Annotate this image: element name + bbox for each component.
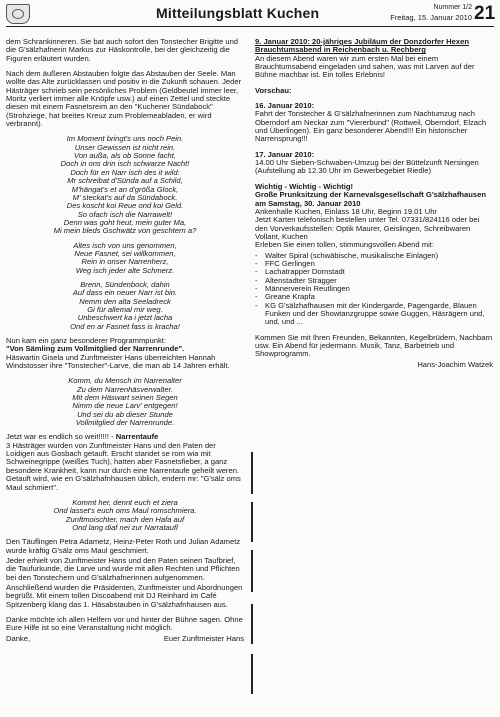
event-heading: Wichtig - Wichtig - Wichtig! <box>255 181 354 191</box>
list-item: - Greane Krapfa <box>255 293 493 301</box>
article-paragraph: Den Täuflingen Petra Adametz, Heinz-Peter Roth und Julian Adametz wurde kräftig G'sälz oms Maul geschmiert. <box>6 537 241 555</box>
event-prunksitzung <box>255 183 493 250</box>
poem-line: Nemm den alta Seeladreck <box>79 296 171 306</box>
article-paragraph: Nach dem äußeren Abstauben folgte das Abstauben der Seele. Man wollte das Alte zurücklassen und positiv in die Zukunft schauen. Jeder Hästräger schrieb sein persönliches Problem (Geldbeutel immer leer, Moritz verliert immer alle Knöpfe usw.) auf einen Zettel und steckte diesen mit einem Fasnetsreim an den "Kuchener Sündabock" (Strohziege, hat breites Kreuz zum Problemeabladen, er wird verbrannt). <box>6 69 242 129</box>
poem-line: M' steckat's auf da Sündabock. <box>72 192 178 202</box>
event-oberndorf <box>255 102 493 144</box>
poem-line: Und sei du ab dieser Stunde <box>77 409 173 419</box>
preview-heading: Vorschau: <box>255 85 292 95</box>
author-signature: Hans-Joachim Watzek <box>417 359 493 369</box>
poem-line: Unser Gewissen ist nicht rein. <box>74 142 176 152</box>
right-column <box>255 38 493 369</box>
poem-line: Doch in ons drin isch schwarze Nacht! <box>60 159 190 169</box>
issue-number: Nummer 1/2 <box>433 4 472 11</box>
event-text: 14.00 Uhr Sieben-Schwaben-Umzug bei der Büttelzunft Nersingen (Aufstellung ab 12.30 Uhr im Gewerbegebiet Riedle) <box>255 158 479 176</box>
issue-date: Freitag, 15. Januar 2010 <box>390 13 472 22</box>
article-paragraph: Anschließend wurden die Präsidenten, Zunftmeister und Abordnungen begrüßt. Mit einem tollen Discoabend mit DJ Reinhard im Café Spitzenberg klang das 1. Häsabstauben in G'sälzhafnhausen aus. <box>6 582 243 609</box>
list-item: - KG G'sälzhafhausen mit der Kindergarde, Pagengarde, Blauen Funken und der Showtanzgruppe sowie Guggen, Häsrägern und, und, und ... <box>255 302 493 327</box>
closing-line <box>6 635 244 643</box>
poem-line: Zu dem Narrenhäsverwalter. <box>77 384 173 394</box>
event-text: Erleben Sie einen tollen, stimmungsvollen Abend mit: <box>255 240 434 250</box>
poem-altes <box>6 242 244 275</box>
poem-line: Im Moment bringt's uns noch Pein. <box>66 134 184 144</box>
poem-komm <box>6 377 244 427</box>
poem-line: Zunftmoischter, mach den Hafa auf <box>65 514 185 524</box>
left-column <box>6 38 244 643</box>
poem-kommt-her <box>6 499 244 532</box>
paragraph-lead: Nun kam ein ganz besonderer Programmpunkt: <box>6 336 166 345</box>
poem-line: Neue Fasnet, sei willkommen, <box>74 248 176 258</box>
poem-line: Altes isch von uns genommen, <box>73 240 177 250</box>
list-item: - Männerverein Reutlingen <box>255 285 493 293</box>
municipal-crest-icon <box>6 4 30 24</box>
paragraph-lead: Jetzt war es endlich so weit!!!!! - <box>6 432 116 442</box>
poem-line: Komm, du Mensch im Narrenalter <box>68 376 182 386</box>
event-jubilaeum <box>255 38 493 80</box>
poem-line: Mit dem Häswart seinen Segen <box>72 393 178 403</box>
event-text: An diesem Abend waren wir zum ersten Mal bei einem Brauchtumsabend eingeladen und sahen, was mit Larven auf der Bühne machbar ist. Ein tolles Erlebnis! <box>255 53 475 80</box>
section-heading: "Von Sämling zum Vollmitglied der Narrenrunde". <box>6 344 185 354</box>
event-text: Fahrt der Tonstecher & G'sälzhafnerinnen zum Nachtumzug nach Oberndorf am Neckar zum "Viererbund" (Rottweil, Oberndorf, Elzach und Überlingen). Ein ganz besonderer Abend!!! Ein historischer Narrensprung!!! <box>255 109 487 144</box>
poem-line: So ofach isch die Narrawelt! <box>77 209 173 219</box>
vollmitglied-paragraph <box>6 337 244 370</box>
page-number: 21 <box>474 3 496 24</box>
event-nersingen <box>255 151 493 176</box>
event-text: Jetzt Karten telefonisch bestellen unter Tel. 07331/824116 oder bei den Vorverkaufsstellen: Optik Maurer, Geislingen, Schreibwaren Vollant, Kuchen <box>255 215 480 241</box>
list-item: - FFC Gerlingen <box>255 260 493 268</box>
event-invitation: Kommen Sie mit Ihren Freunden, Bekannten, Kegelbrüdern, Nachbarn usw. Ein Abend für jedermann. Musik, Tanz, Barbetrieb und Showprogramm. <box>255 332 493 359</box>
closing-author: Euer Zunftmeister Hans <box>163 633 244 643</box>
event-heading: 9. Januar 2010: 20-jähriges Jubiläum der Donzdorfer Hexen Brauchtumsabend in Reichenbach u. Rechberg <box>255 37 469 55</box>
column-divider <box>251 452 253 494</box>
poem-line: Brenn, Sündenbock, dahin <box>80 279 170 289</box>
column-divider <box>251 604 253 644</box>
poem-line: M'hängat's et an d'größa Glock, <box>71 184 179 194</box>
poem-line: Gi für allemal mir weg. <box>87 304 163 314</box>
closing-thanks: Danke, <box>6 633 31 643</box>
poem-line: Mi mein bleds Gschwätz von geschtern a? <box>53 226 197 236</box>
header-rule <box>6 26 494 27</box>
event-heading: 17. Januar 2010: <box>255 149 315 159</box>
poem-line: Auf dass ein neuer Narr ist bin. <box>72 288 178 298</box>
poem-line: Ond lasset's euch oms Maul romschmiera. <box>53 506 197 516</box>
poem-line: Unbeschwert ka i jetzt lacha <box>77 313 173 323</box>
page-header <box>6 4 494 26</box>
event-heading: Große Prunksitzung der Karnevalsgesellschaft G'sälzhafhausen am Samstag, 30. Januar 2010 <box>255 190 486 208</box>
poem-line: Rein in onser Narrenherz, <box>81 257 169 267</box>
poem-line: Denn was goht heut, mein guter Ma, <box>63 217 187 227</box>
poem-line: Des koscht koi Reue ond koi Geld. <box>66 201 184 211</box>
poem-line: Mr schreibat d'Sünda auf a Schild, <box>67 176 183 186</box>
performer-list <box>255 252 493 327</box>
section-heading: Narrentaufe <box>115 432 159 442</box>
newsletter-title: Mitteilungsblatt Kuchen <box>156 5 320 21</box>
poem-suendabock <box>6 135 244 235</box>
article-intro: dem Schrankinneren. Sie bat auch sofort den Tonstecher Brigitte und die G'sälzhafnerin Markus zur Häskontrolle, bei der gleichzeitig die Figuren erläutert wurden. <box>6 37 239 63</box>
poem-line: Kommt her, dennt euch et ziera <box>72 497 178 507</box>
list-item: - Lachatrapper Dornstadt <box>255 268 493 276</box>
poem-line: Von außa, als ob Sonne facht, <box>74 151 176 161</box>
poem-line: Ond en ar Fasnet fass is kracha! <box>70 321 180 331</box>
narrentaufe-paragraph <box>6 433 244 491</box>
event-text: Ankenhalle Kuchen, Einlass 18 Uhr, Beginn 19.01 Uhr <box>255 206 437 216</box>
list-item: - Walter Spiral (schwäbische, musikalische Einlagen) <box>255 252 493 260</box>
article-paragraph: Danke möchte ich allen Helfern vor und hinter der Bühne sagen. Ohne Eure Hilfe ist so eine Veranstaltung nicht möglich. <box>6 614 243 633</box>
paragraph-text: Häswartin Gisela und Zunftmeister Hans überreichten Hannah Windstosser ihre "Tonstecher"-Larve, die man ab 14 Jahren erhält. <box>6 352 230 371</box>
list-item: - Altenstadter Stragger <box>255 277 493 285</box>
poem-line: Doch für en Narr isch des it wild: <box>70 167 180 177</box>
poem-line: Ond lang diaf nei zur Narrataufl <box>72 522 178 532</box>
column-divider <box>251 550 253 592</box>
column-divider <box>251 502 253 542</box>
poem-brenn <box>6 281 244 331</box>
poem-line: Weg isch jeder alte Schmerz. <box>75 265 175 275</box>
column-divider <box>251 654 253 694</box>
event-heading: 16. Januar 2010: <box>255 101 315 111</box>
poem-line: Vollmitglied der Narrenrunde. <box>75 418 175 428</box>
article-paragraph: Jeder erhielt von Zunftmeister Hans und den Paten seinen Taufbrief, die Taufurkunde, die Larve und wurde mit allen Rechten und Pflichten bei den Tonstechern und G'sälzhafnerinnen aufgenommen. <box>6 555 240 582</box>
paragraph-text: 3 Hästräger wurden von Zunftmeister Hans und den Paten der Loidigen aus Gosbach getauft. Erscht standet se rom wia mit Schweinegrippe (weißes Tuch), hatten aber Fasnetsfieber, a ganz besondere Krankheit, kann nur durch eine Narrentaufe geheilt weren. <box>6 440 240 475</box>
poem-line: Nimm die neue Larv' entgegen! <box>72 401 178 411</box>
paragraph-text: Getauft wird, wie en G'sälzhafnhausen üblich, endern mr: "G'sälz oms Maul schmiert". <box>6 474 241 492</box>
